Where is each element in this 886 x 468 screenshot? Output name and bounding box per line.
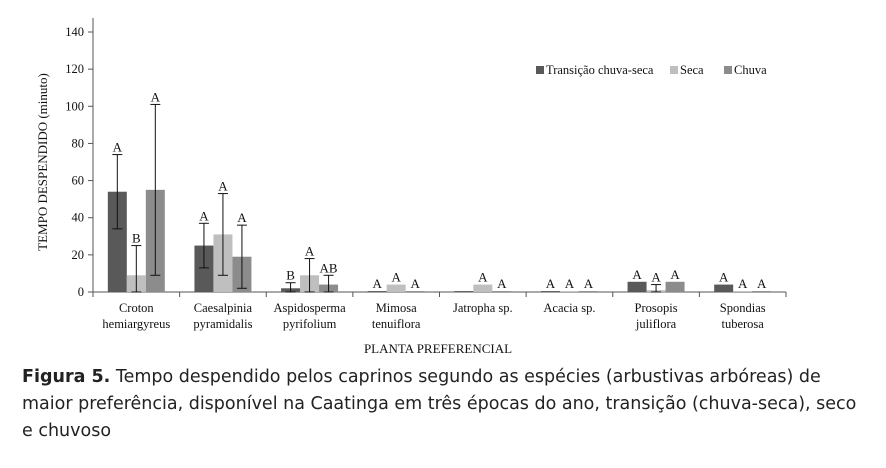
significance-label: A bbox=[372, 276, 382, 292]
bar bbox=[628, 282, 647, 292]
significance-label: A bbox=[410, 276, 420, 292]
x-tick-label: Jatropha sp. bbox=[452, 301, 513, 315]
significance-label: A bbox=[304, 243, 315, 259]
significance-label: A bbox=[112, 139, 123, 155]
bar bbox=[733, 291, 752, 292]
y-tick-label: 120 bbox=[65, 62, 84, 77]
y-tick-label: 100 bbox=[65, 99, 84, 114]
legend-label: Transição chuva-seca bbox=[546, 63, 654, 77]
bar bbox=[406, 291, 425, 292]
x-tick-label: Aspidosperma bbox=[273, 301, 346, 315]
x-axis bbox=[93, 292, 786, 331]
y-axis-label: TEMPO DESPENDIDO (minuto) bbox=[35, 73, 50, 251]
y-tick-label: 40 bbox=[71, 210, 84, 225]
figure-caption bbox=[22, 364, 872, 445]
x-tick-label: Caesalpinia bbox=[193, 301, 253, 315]
bar bbox=[473, 285, 492, 292]
x-tick-label: juliflora bbox=[635, 317, 677, 331]
caption-text: Tempo despendido pelos caprinos segundo as espécies (arbustivas arbóreas) de maior preferência, disponível na Caatinga em três épocas do ano, transição (chuva-seca), seco e chuvoso bbox=[22, 367, 857, 441]
significance-label: A bbox=[718, 269, 729, 285]
x-axis-label: PLANTA PREFERENCIAL bbox=[363, 341, 513, 356]
bar bbox=[714, 285, 733, 292]
legend-swatch bbox=[536, 66, 544, 74]
x-tick-label: tuberosa bbox=[721, 317, 764, 331]
legend bbox=[536, 63, 767, 77]
significance-label: A bbox=[564, 276, 575, 292]
x-tick-label: Croton bbox=[118, 301, 154, 315]
caption-label: Figura 5. bbox=[22, 367, 111, 387]
x-tick-label: tenuiflora bbox=[371, 317, 421, 331]
legend-label: Chuva bbox=[734, 63, 767, 77]
significance-label: A bbox=[497, 276, 507, 292]
y-tick-label: 140 bbox=[65, 25, 84, 39]
significance-label: A bbox=[391, 269, 401, 285]
significance-label: A bbox=[651, 269, 661, 285]
legend-swatch bbox=[670, 66, 678, 74]
bar bbox=[560, 291, 579, 292]
significance-label: A bbox=[218, 178, 228, 194]
significance-label: A bbox=[478, 269, 488, 285]
y-tick-label: 60 bbox=[71, 173, 84, 188]
y-tick-label: 80 bbox=[71, 136, 84, 151]
y-axis bbox=[65, 18, 93, 299]
bar bbox=[541, 291, 560, 292]
y-tick-label: 0 bbox=[77, 285, 84, 299]
significance-label: B bbox=[131, 230, 141, 246]
x-tick-label: Spondias bbox=[719, 301, 766, 315]
bar bbox=[368, 291, 387, 292]
significance-label: A bbox=[583, 276, 594, 292]
bar bbox=[492, 291, 511, 292]
bar bbox=[666, 282, 685, 292]
significance-label: B bbox=[286, 267, 295, 283]
x-tick-label: pyramidalis bbox=[193, 317, 253, 331]
x-tick-label: Prosopis bbox=[634, 301, 678, 315]
significance-label: A bbox=[150, 89, 161, 105]
legend-swatch bbox=[724, 66, 732, 74]
significance-label: A bbox=[632, 266, 642, 282]
significance-label: A bbox=[670, 266, 680, 282]
x-tick-label: Acacia sp. bbox=[543, 301, 596, 315]
bar bbox=[387, 285, 406, 292]
bar bbox=[579, 291, 598, 292]
bar bbox=[752, 291, 771, 292]
significance-label: A bbox=[545, 276, 556, 292]
bars bbox=[108, 89, 771, 292]
x-tick-label: Mimosa bbox=[375, 301, 417, 315]
y-tick-label: 20 bbox=[71, 247, 84, 262]
significance-label: A bbox=[756, 276, 767, 292]
x-tick-label: pyrifolium bbox=[282, 317, 337, 331]
significance-label: AB bbox=[319, 260, 338, 276]
significance-label: A bbox=[199, 208, 209, 224]
legend-label: Seca bbox=[680, 63, 704, 77]
x-tick-label: hemiargyreus bbox=[102, 317, 171, 331]
significance-label: A bbox=[737, 276, 748, 292]
bar bbox=[454, 291, 473, 292]
significance-label: A bbox=[237, 210, 247, 226]
